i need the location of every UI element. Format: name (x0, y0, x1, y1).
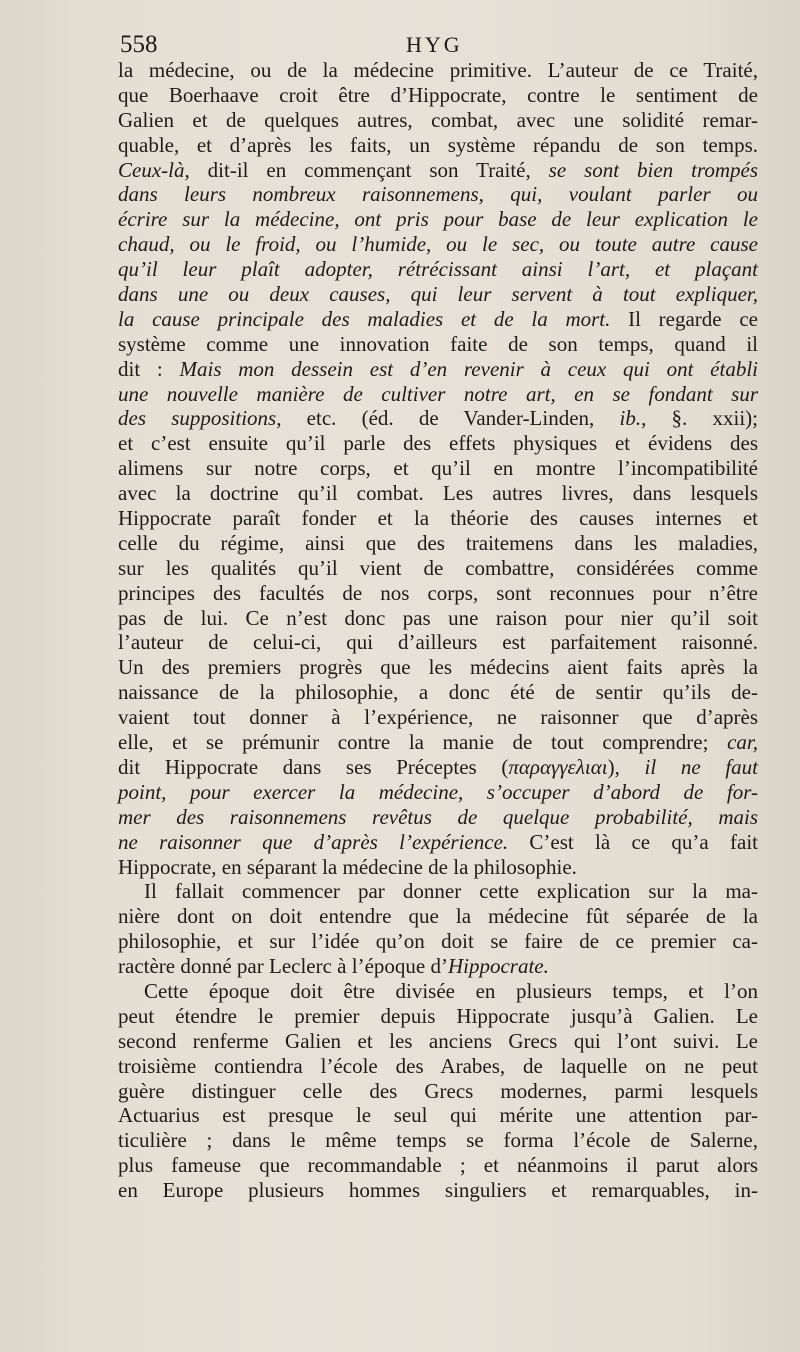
italic-text-run: ib. (619, 406, 642, 431)
text-line (118, 232, 758, 257)
text-line (118, 456, 758, 481)
text-line (118, 805, 758, 830)
text-line (118, 904, 758, 929)
text-run: plus fameuse que recommandable ; et néanmoins il parut alors (118, 1153, 758, 1178)
text-line (118, 705, 758, 730)
text-run: la médecine, ou de la médecine primitive. L’auteur de ce Traité, (118, 58, 758, 82)
text-line (118, 1103, 758, 1128)
italic-text-run: une nouvelle manière de cultiver notre art, en se fondant sur (118, 381, 758, 406)
italic-text-run: mer des raisonnemens revêtus de quelque probabilité, mais (118, 804, 758, 829)
italic-text-run: point, pour exercer la médecine, s’occuper d’abord de for- (118, 779, 758, 804)
italic-text-run: la cause principale des maladies et de la mort. (118, 306, 611, 331)
text-line (118, 257, 758, 282)
running-head: HYG (406, 32, 463, 57)
text-line (118, 830, 758, 855)
text-line (118, 630, 758, 655)
text-run: dit : (118, 356, 180, 381)
text-line (118, 506, 758, 531)
text-line (118, 531, 758, 556)
text-run: ractère donné par Leclerc à l’époque d’ (118, 954, 448, 979)
text-line (118, 1128, 758, 1153)
text-run: Hippocrate paraît fonder et la théorie des causes internes et (118, 506, 758, 531)
text-run: en Europe plusieurs hommes singuliers et remarquables, in- (118, 1178, 758, 1203)
text-run: , etc. (éd. de Vander-Linden, (276, 406, 620, 431)
italic-text-run: Hippocrate. (447, 954, 549, 979)
text-line (118, 58, 758, 83)
italic-text-run: chaud, ou le froid, ou l’humide, ou le sec, ou toute autre cause (118, 232, 758, 257)
text-run: C’est là ce qu’a fait (508, 829, 759, 854)
italic-text-run: dans une ou deux causes, qui leur servent à tout expliquer, (118, 282, 758, 307)
text-run: elle, et se prémunir contre la manie de tout comprendre; (118, 730, 728, 755)
text-run: philosophie, et sur l’idée qu’on doit se faire de ce premier ca- (118, 929, 758, 954)
text-line (118, 382, 758, 407)
text-run: principes des facultés de nos corps, sont reconnues pour n’être (118, 580, 758, 605)
text-run: celle du régime, ainsi que des traitemens dans les maladies, (118, 530, 758, 555)
text-line (118, 133, 758, 158)
text-run: Un des premiers progrès que les médecins aient faits après la (118, 655, 758, 680)
text-run: naissance de la philosophie, a donc été de sentir qu’ils de- (118, 680, 758, 705)
italic-text-run: Mais mon dessein est d’en revenir à ceux qui ont établi (179, 356, 758, 381)
text-line (118, 879, 758, 904)
text-line (118, 182, 758, 207)
text-run: ticulière ; dans le même temps se forma l’école de Salerne, (118, 1128, 758, 1153)
text-line (118, 481, 758, 506)
italic-text-run: se sont bien trompés (548, 157, 758, 182)
italic-text-run: il ne faut (644, 754, 758, 779)
text-line (118, 108, 758, 133)
italic-text-run: qu’il leur plaît adopter, rétrécissant ainsi l’art, et plaçant (118, 257, 758, 282)
text-line (118, 855, 758, 880)
text-line (118, 83, 758, 108)
text-run: Il fallait commencer par donner cette explication sur la ma- (144, 879, 758, 904)
text-line (118, 581, 758, 606)
text-line (118, 332, 758, 357)
text-line (118, 979, 758, 1004)
text-run: second renferme Galien et les anciens Grecs qui l’ont suivi. Le (118, 1028, 758, 1053)
text-run: ), (607, 754, 645, 779)
text-run: sur les qualités qu’il vient de combattre, considérées comme (118, 555, 758, 580)
italic-text-run: παραγγελιαι (508, 754, 608, 779)
italic-text-run: Ceux-là (118, 157, 185, 182)
italic-text-run: car, (727, 730, 758, 755)
text-run: guère distinguer celle des Grecs modernes, parmi lesquels (118, 1078, 758, 1103)
text-run: Cette époque doit être divisée en plusieurs temps, et l’on (144, 978, 758, 1003)
text-line (118, 655, 758, 680)
italic-text-run: écrire sur la médecine, ont pris pour base de leur explication le (118, 207, 758, 232)
text-run: peut étendre le premier depuis Hippocrate jusqu’à Galien. Le (118, 1003, 758, 1028)
text-line (118, 357, 758, 382)
text-run: Actuarius est presque le seul qui mérite une attention par- (118, 1103, 758, 1128)
italic-text-run: des suppositions (118, 406, 277, 431)
text-line (118, 954, 758, 979)
text-line (118, 929, 758, 954)
text-run: pas de lui. Ce n’est donc pas une raison pour nier qu’il soit (118, 605, 758, 630)
text-line (118, 431, 758, 456)
text-line (118, 730, 758, 755)
text-line (118, 1178, 758, 1203)
text-line (118, 1153, 758, 1178)
body-text (118, 58, 758, 1203)
text-line (118, 1004, 758, 1029)
text-line (118, 207, 758, 232)
text-run: avec la doctrine qu’il combat. Les autres livres, dans lesquels (118, 481, 758, 506)
text-line (118, 1079, 758, 1104)
text-run: quable, et d’après les faits, un système répandu de son temps. (118, 132, 758, 157)
text-run: nière dont on doit entendre que la médecine fût séparée de la (118, 904, 758, 929)
text-line (118, 406, 758, 431)
text-line (118, 606, 758, 631)
text-line (118, 556, 758, 581)
text-run: et c’est ensuite qu’il parle des effets physiques et évidens des (118, 431, 758, 456)
italic-text-run: ne raisonner que d’après l’expérience. (118, 829, 509, 854)
text-run: système comme une innovation faite de son temps, quand il (118, 331, 758, 356)
text-run: vaient tout donner à l’expérience, ne raisonner que d’après (118, 705, 758, 730)
text-line (118, 1029, 758, 1054)
text-line (118, 780, 758, 805)
text-run: alimens sur notre corps, et qu’il en montre l’incompatibilité (118, 456, 758, 481)
text-run: l’auteur de celui-ci, qui d’ailleurs est parfaitement raisonné. (118, 630, 758, 655)
text-run: troisième contiendra l’école des Arabes, de laquelle on ne peut (118, 1053, 758, 1078)
text-line (118, 307, 758, 332)
text-line (118, 282, 758, 307)
text-run: que Boerhaave croit être d’Hippocrate, contre le sentiment de (118, 82, 758, 107)
page-number: 558 (120, 31, 158, 58)
text-line (118, 755, 758, 780)
text-line (118, 1054, 758, 1079)
italic-text-run: dans leurs nombreux raisonnemens, qui, voulant parler ou (118, 182, 758, 207)
text-line (118, 158, 758, 183)
text-run: , dit-il en commençant son Traité, (184, 157, 549, 182)
text-run: Il regarde ce (610, 306, 758, 331)
text-run: Hippocrate, en séparant la médecine de la philosophie. (118, 854, 577, 879)
text-line (118, 680, 758, 705)
text-run: , §. xxii); (641, 406, 758, 431)
text-run: Galien et de quelques autres, combat, avec une solidité remar- (118, 107, 758, 132)
text-run: dit Hippocrate dans ses Préceptes ( (118, 754, 509, 779)
